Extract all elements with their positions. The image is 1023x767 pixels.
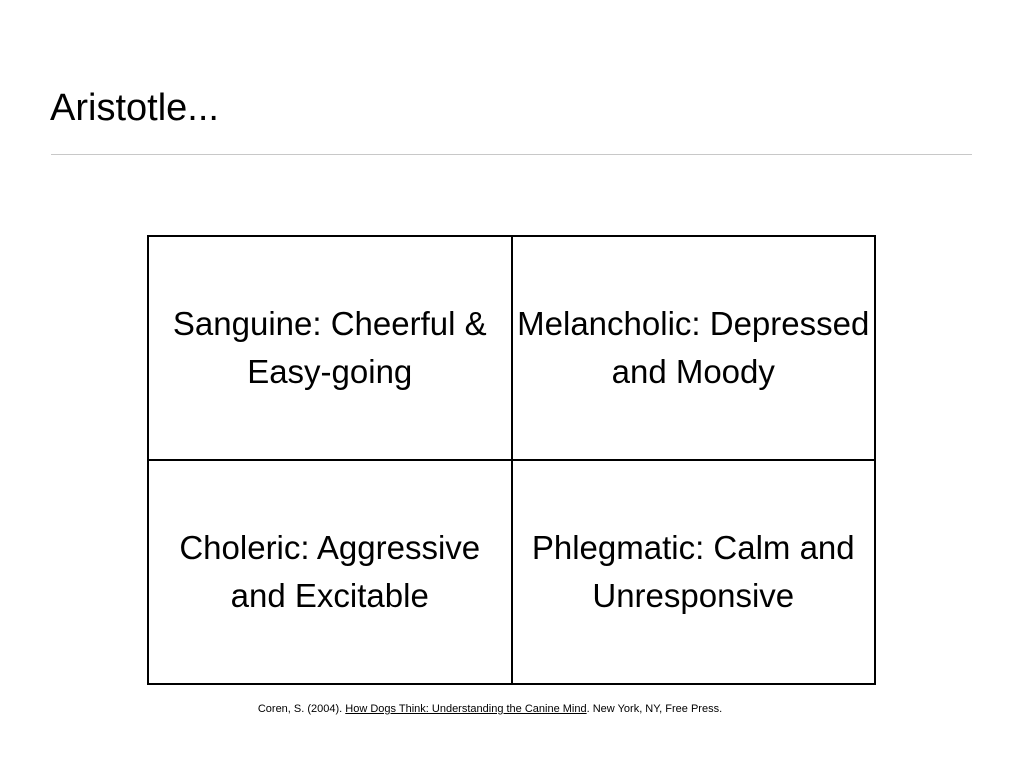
citation-prefix: Coren, S. (2004). — [257, 703, 346, 715]
citation — [0, 702, 980, 716]
slide-title: Aristotle... — [50, 87, 219, 129]
cell-melancholic: Melancholic: Depressed and Moody — [512, 236, 876, 460]
citation-book-link[interactable]: How Dogs Think: Understanding the Canine Mind — [345, 703, 587, 715]
citation-suffix: . New York, NY, Free Press. — [586, 703, 723, 715]
temperaments-table — [147, 235, 876, 685]
cell-choleric: Choleric: Aggressive and Excitable — [148, 460, 512, 684]
cell-sanguine: Sanguine: Cheerful & Easy-going — [148, 236, 512, 460]
title-divider — [51, 154, 972, 155]
table-row — [148, 236, 875, 460]
cell-phlegmatic: Phlegmatic: Calm and Unresponsive — [512, 460, 876, 684]
table-row — [148, 460, 875, 684]
